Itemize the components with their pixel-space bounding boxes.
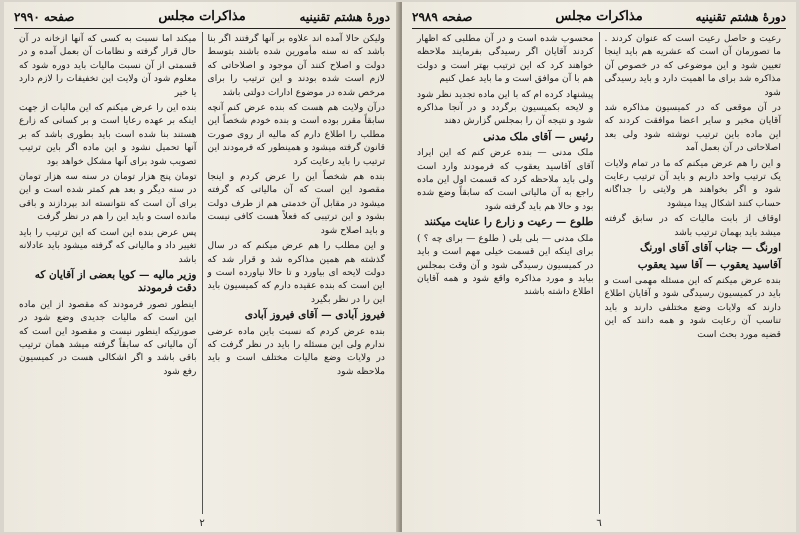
left-page-header (14, 8, 390, 29)
book-spread (4, 2, 796, 532)
paragraph: بنده عرض کردم که نسبت باین ماده عرضی ندارم ولی این مسئله را باید در نظر گرفت که در ولایات وضع مالیات مختلف است و باید ملاحظه شود (207, 325, 385, 377)
paragraph: اوقاف از بابت مالیات که در سابق گرفته میشد باید بهمان ترتیب باشد (604, 213, 781, 238)
left-page-right-column (202, 32, 391, 514)
paragraph: و این را هم عرض میکنم که ما در تمام ولایات یک ترتیب واحد داریم و باید آن ترتیب رعایت شود و اگر بخواهند هر ولایتی را جداگانه حساب کنند اشکال پیدا میشود (604, 157, 781, 209)
paragraph: تومان پنج هزار تومان در سنه سه هزار تومان در سنه دیگر و بعد هم کمتر شده است و این برای آن است که نتوانسته اند بپردازند و باقی مانده است و باید این را هم در نظر گرفت (19, 171, 197, 223)
left-header-title: مذاکرات مجلس (158, 9, 246, 24)
right-page-header (412, 8, 786, 29)
speaker-heading: اورنگ — جناب آقای آقای اورنگ (640, 242, 781, 255)
speaker-heading: طلوع — رعیت و زارع را عنایت میکنند (424, 216, 594, 229)
paragraph: محسوب شده است و در آن مطلبی که اظهار کردند آقایان اگر رسیدگی بفرمایند ملاحظه خواهند کرد که این ترتیب بهتر است و دولت هم با آن موافق است و ما باید عمل کنیم (417, 33, 594, 85)
speaker-heading: رئیس — آقای ملک مدنی (483, 130, 594, 143)
paragraph: بنده این را عرض میکنم که این مالیات از جهت اینکه بر عهده رعایا است و بر کسانی که زارع هستند بنا شده است باید بطوری باشد که بر آنها تحمیل نشود و این ماده اگر باین ترتیب تصویب شود برای آنها مشکل خواهد بود (19, 102, 197, 167)
paragraph: در آن موقعی که در کمیسیون مذاکره شد آقایان مخبر و سایر اعضا موافقت کردند که این ماده باین ترتیب نوشته شود ولی بعد اصلاحاتی در آن بعمل آمد (604, 102, 781, 154)
paragraph: بنده عرض میکنم که این مسئله مهمی است و باید در کمیسیون رسیدگی شود و آقایان اطلاع دارند که ولایات وضع مختلفی دارند و باید تناسب آن رعایت شود و همه دانند که این قضیه مورد بحث است (604, 274, 781, 340)
right-page (402, 2, 796, 532)
right-header-title: مذاکرات مجلس (555, 9, 643, 24)
paragraph: بنده هم شخصاً این را عرض کردم و اینجا مقصود این است که آن مالیاتی که گرفته میشود در مقابل آن خدمتی هم از طرف دولت بشود و این ترتیبی که فعلاً هست کافی نیست و باید اصلاح شود (207, 171, 385, 236)
paragraph: رعیت و حاصل رعیت است که عنوان کردند . ما تصورمان آن است که عشریه هم باید اینجا تعیین شود و این موضوعی که در خصوص آن مذاکره شد برای ما اهمیت دارد و باید رسیدگی شود (604, 33, 781, 98)
paragraph: اینطور تصور فرمودند که مقصود از این ماده این است که مالیات جدیدی وضع شود در صورتیکه اینطور نیست و مقصود این است که آن مالیاتی که سابقاً گرفته میشد همان ترتیب باقی باشد و اگر اشکالی هست در کمیسیون رفع شود (19, 298, 197, 377)
right-page-left-column (412, 32, 599, 514)
left-page-columns (14, 32, 390, 514)
paragraph: ولیکن حالا آمده اند علاوه بر آنها گرفتند اگر بنا باشد که نه سنه مأمورین شده باشند بتوسط دولت و اصلاح کنند آن موجود و اصلاحاتی که لازم است شده بودند و این ترتیب را برای مرخص شده در موضوع ادارات دولتی باشد (207, 33, 385, 98)
speaker-heading: فیروز آبادی — آقای فیروز آبادی (244, 309, 385, 322)
right-header-page-number: صفحه ۲۹۸۹ (412, 10, 473, 24)
left-page-footer: ٢ (199, 518, 205, 529)
speaker-heading: وزیر مالیه — کویا بعضی از آقایان که دقت فرمودند (34, 268, 197, 295)
paragraph: ملک مدنی — بنده عرض کنم که این ایراد آقای آقاسید یعقوب که فرمودند وارد است ولی باید ملاحظه کرد که قسمت اول این ماده راجع به آن مالیاتی است که سابقاً وضع شده بود و حالا هم باید گرفته شود (417, 147, 594, 212)
left-header-page-number: صفحه ۲۹۹۰ (14, 10, 75, 24)
left-page-left-column (14, 32, 202, 514)
paragraph: میکند اما نسبت به کسی که آنها ازخانه در آن حال قرار گرفته و نظامات آن بعمل آمده و در قسمتی از آن نسبت مالیات باید دوره شود که معلوم شود آن ولایت این تخفیفات را لازم دارد یا خیر (19, 33, 197, 98)
right-page-right-column (599, 32, 787, 514)
right-page-footer: ٦ (596, 518, 602, 529)
right-header-series: دورهٔ هشتم تقنینیه (695, 10, 786, 24)
paragraph: و این مطلب را هم عرض میکنم که در سال گذشته هم همین مذاکره شد و قرار شد که دولت لایحه ای بیاورد و تا حالا نیاورده است و این است که بنده عقیده دارم که کمیسیون باید این را در نظر بگیرد (207, 240, 385, 305)
paragraph: ملک مدنی — بلی بلی ( طلوع — برای چه ؟ ) برای اینکه این قسمت خیلی مهم است و باید در کمیسیون رسیدگی شود و آن وقت بمجلس بیاید و مورد مذاکره واقع شود و همه آقایان اطلاع داشته باشند (417, 232, 594, 298)
right-page-columns (412, 32, 786, 514)
paragraph: درآن ولایت هم هست که بنده عرض کنم آنچه سابقاً مقرر بوده است و بنده خودم شخصاً این مطلب را اطلاع دارم که مالیه از روی صورت قانون گرفته میشود و همینطور که فرمودند این ترتیب را باید رعایت کرد (207, 102, 385, 167)
paragraph: پس عرض بنده این است که این ترتیب را باید تغییر داد و مالیاتی که گرفته میشود باید عادلانه باشد (19, 226, 197, 265)
paragraph: پیشنهاد کرده ام که با این ماده تجدید نظر شود و لایحه بکمیسیون برگردد و در آنجا مذاکره شود و نتیجه آن را بمجلس گزارش دهند (417, 88, 594, 127)
left-page (4, 2, 400, 532)
left-header-series: دورهٔ هشتم تقنینیه (299, 10, 390, 24)
speaker-heading: آقاسید یعقوب — آقا سید یعقوب (637, 258, 781, 271)
